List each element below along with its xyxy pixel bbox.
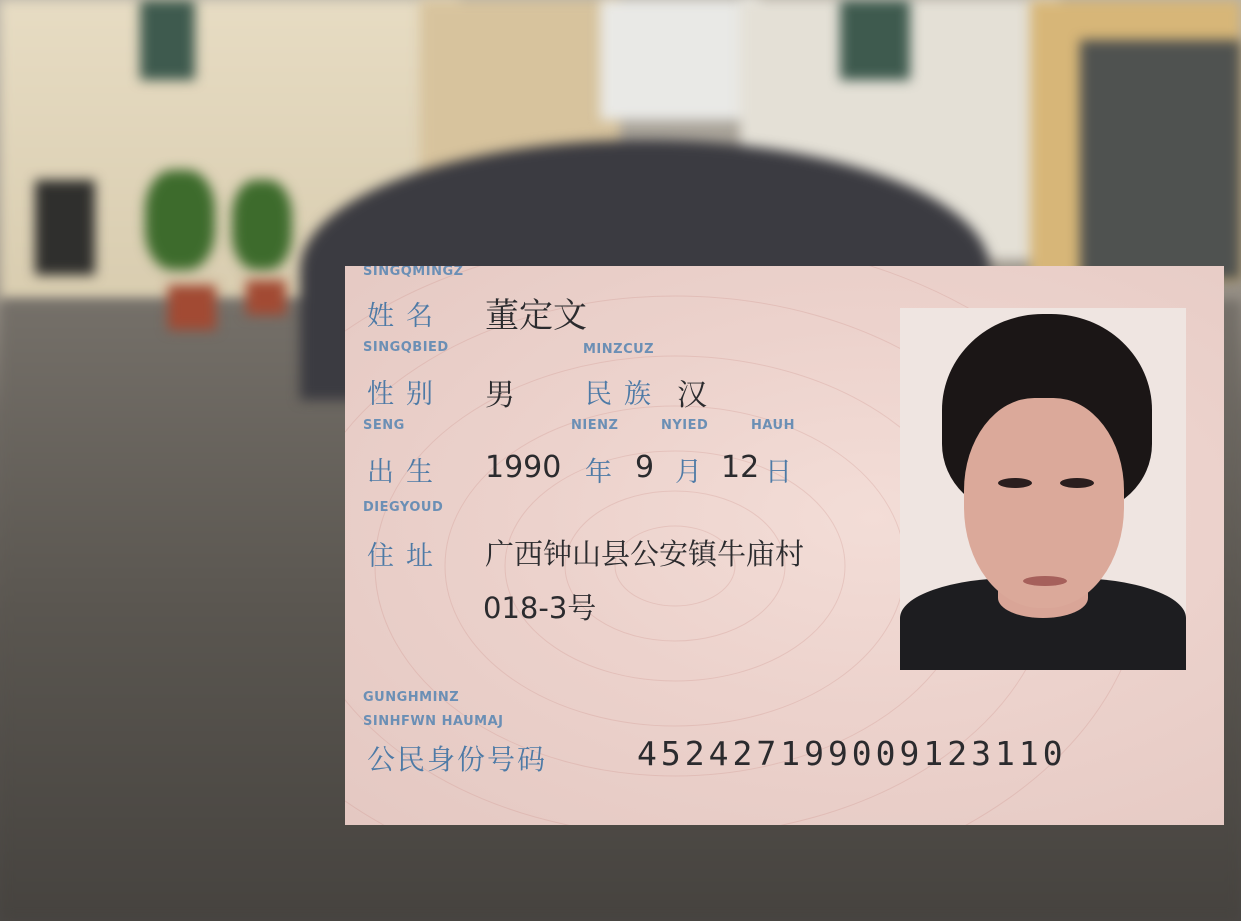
idnum-value: 452427199009123110 [637,734,1067,773]
year-char: 年 [585,457,624,488]
name-value: 董定文 [485,296,587,336]
address-pinyin: DIEGYOUD [363,500,444,515]
iron-gate [1080,40,1241,280]
day-pinyin: HAUH [751,418,795,433]
ethnic-pinyin: MINZCUZ [583,342,655,357]
potted-plant [145,170,215,270]
ethnic-label: 民族 [585,379,663,410]
month-char: 月 [675,457,714,488]
right-eye [1060,478,1094,488]
birth-label: 出生 [367,457,445,488]
address-label: 住址 [367,541,445,572]
idnum-label: 公民身份号码 [367,743,548,776]
mouth [1023,576,1067,586]
sex-label: 性别 [367,379,445,410]
plant-pot [168,285,216,330]
day-char: 日 [765,457,804,488]
name-pinyin: SINGQMINGZ [363,266,464,279]
window [140,0,195,80]
window [840,0,910,80]
window [35,180,95,275]
name-label: 姓名 [367,301,445,332]
id-card [345,266,1224,825]
birth-month: 9 [635,450,655,485]
birth-day: 12 [721,450,760,485]
birth-year: 1990 [485,450,562,485]
sex-value: 男 [485,378,515,413]
address-line-1: 广西钟山县公安镇牛庙村 [485,537,805,571]
sky [600,0,760,120]
portrait-photo [900,308,1186,670]
idnum-pinyin-2: SINHFWN HAUMAJ [363,714,504,729]
ethnic-value: 汉 [677,378,707,413]
birth-pinyin: SENG [363,418,405,433]
address-line-2: 018-3号 [483,591,597,625]
potted-plant [232,180,292,270]
month-pinyin: NYIED [661,418,709,433]
year-pinyin: NIENZ [571,418,619,433]
left-eye [998,478,1032,488]
sex-pinyin: SINGQBIED [363,340,449,355]
idnum-pinyin-1: GUNGHMINZ [363,690,460,705]
plant-pot [246,280,286,315]
